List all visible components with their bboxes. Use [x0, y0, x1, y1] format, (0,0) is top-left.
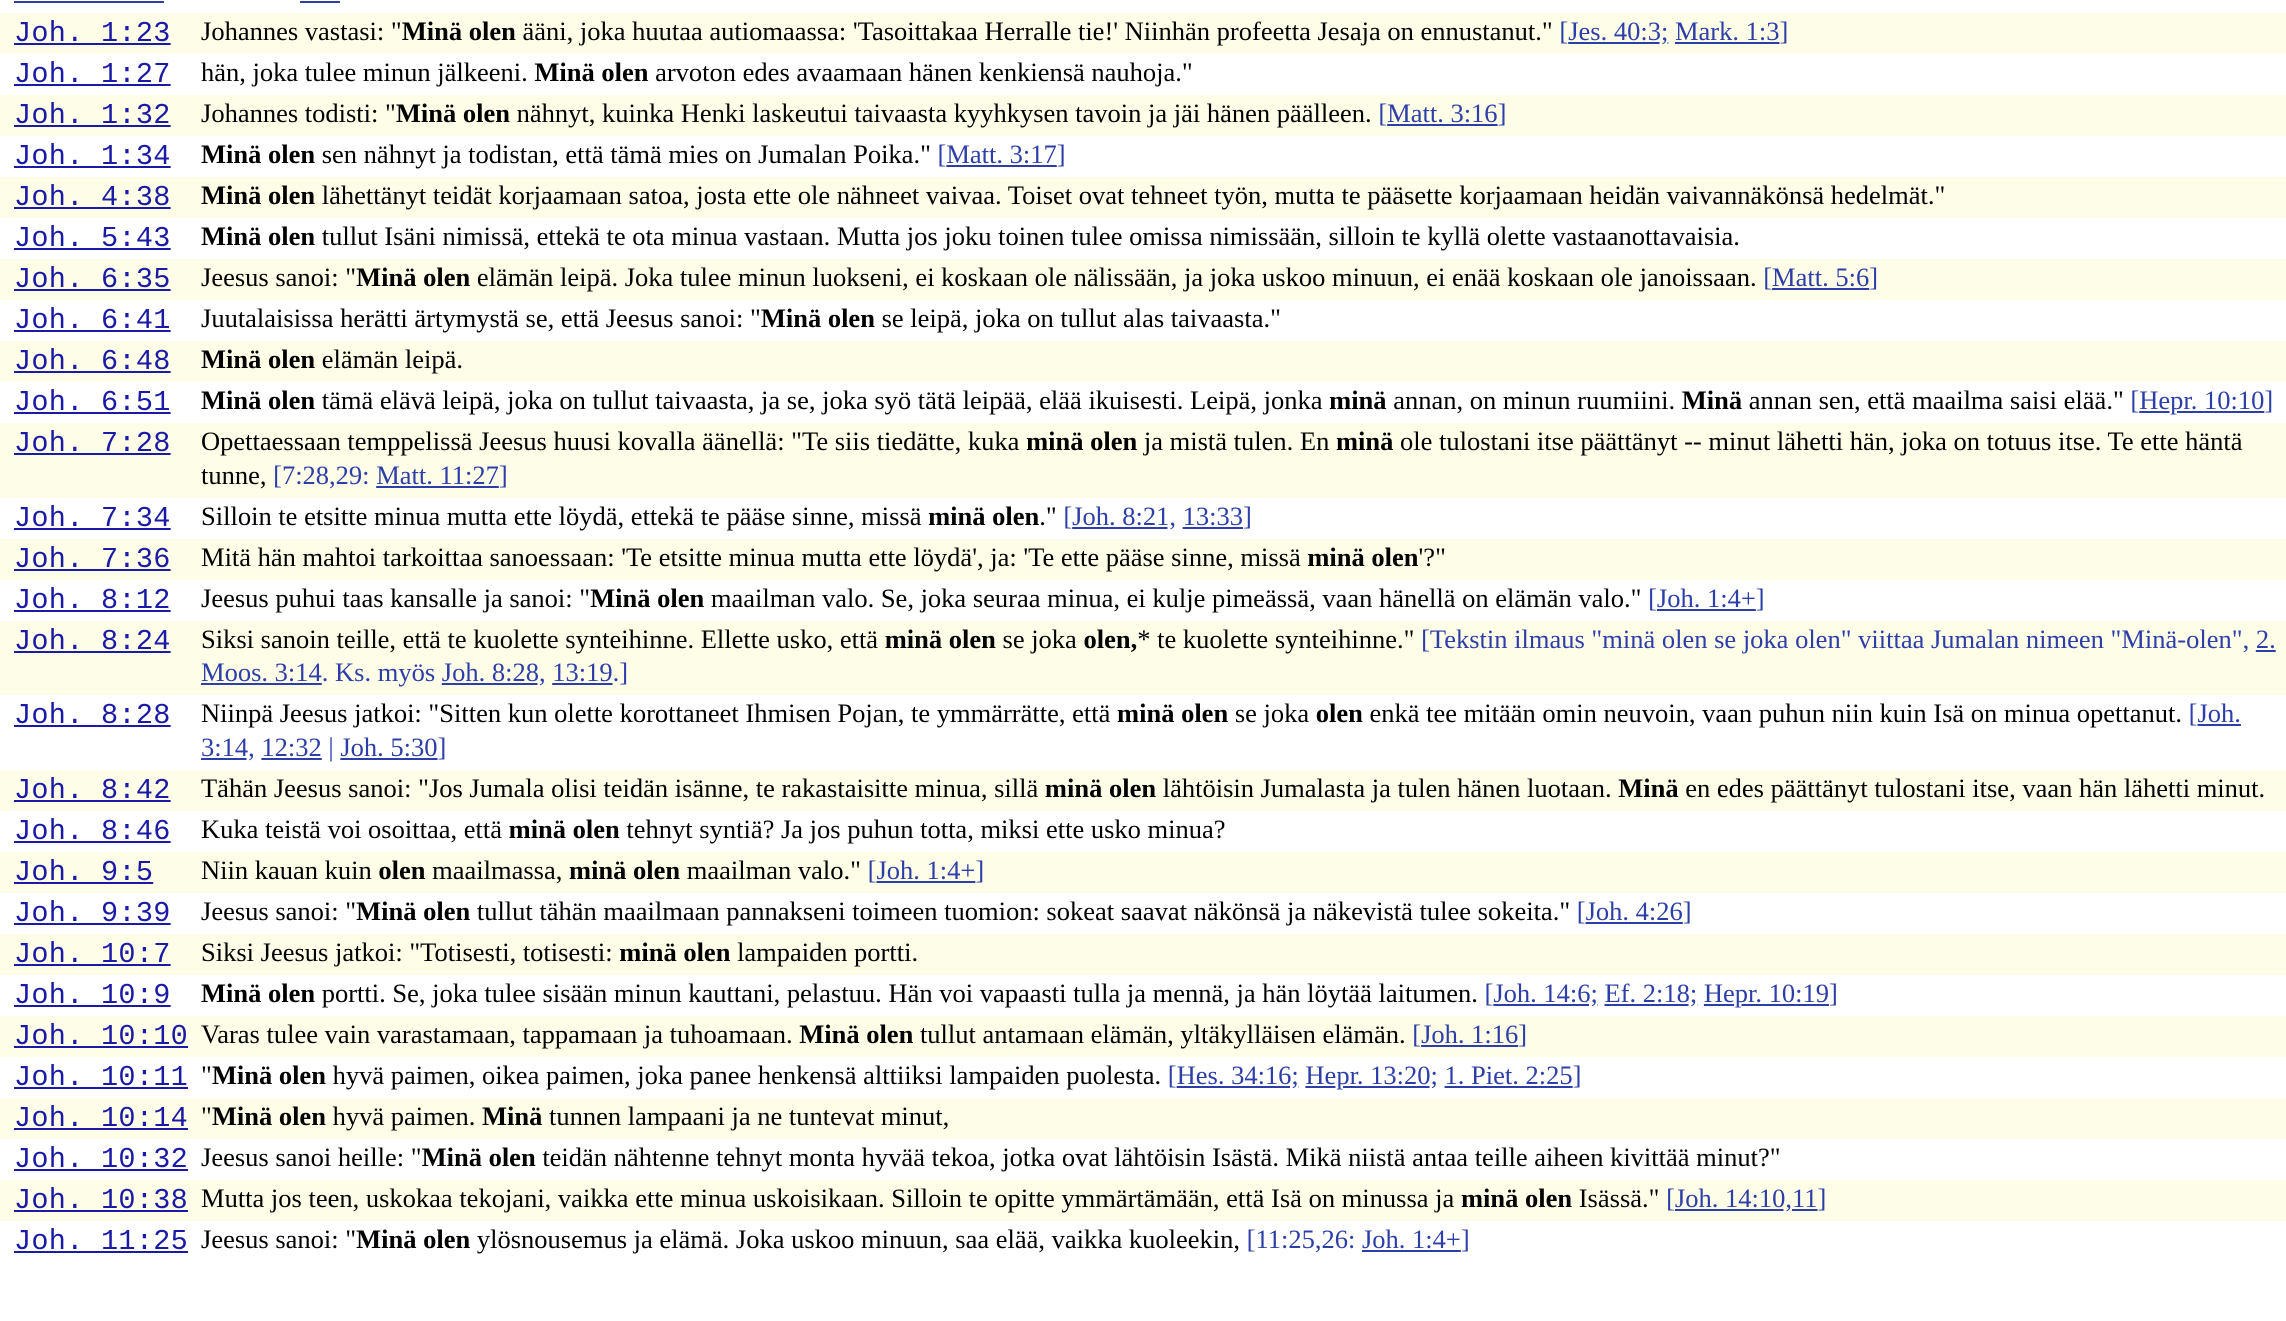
verse-text-cell [201, 1098, 2286, 1139]
verse-text: tullut Isäni nimissä, ettekä te ota minua vastaan. Mutta jos joku toinen tulee omissa nimissään, silloin te kyllä olette vastaanottavaisia. [315, 221, 1740, 251]
verse-text: tehnyt syntiä? Ja jos puhun totta, miksi ette usko minua? [619, 813, 1226, 844]
crossref-text: ] [1056, 139, 1066, 169]
verse-text: hän, joka tulee minun jälkeeni. [201, 57, 535, 87]
verse-text-cell [201, 852, 2286, 893]
verse-text: Johannes vastasi: " [201, 16, 402, 46]
verse-ref-link[interactable]: Joh. 6:41 [14, 304, 171, 337]
crossref-text: [ [1378, 98, 1388, 128]
crossref-link[interactable]: 2. Moos. 3:14 [201, 623, 2276, 687]
verse-ref-cell [0, 621, 201, 696]
verse-text-cell [201, 934, 2286, 975]
crossref-link[interactable]: 13:19 [552, 657, 613, 687]
highlight-term: Minä olen [356, 1223, 471, 1254]
crossref-text: ] [437, 731, 447, 762]
highlight-term: Minä olen [201, 221, 316, 251]
verse-text: enkä tee mitään omin neuvoin, vaan puhun niin kuin Isä on minua opettanut. [1362, 698, 2189, 728]
highlight-term: Minä olen [590, 582, 705, 613]
verse-row [0, 621, 2286, 696]
verse-text-cell [201, 621, 2286, 696]
crossref-link[interactable]: Joh. 1:16 [1421, 1018, 1519, 1049]
verse-text-cell [201, 218, 2286, 259]
verse-text-cell [201, 498, 2286, 539]
verse-text: se joka [995, 623, 1084, 654]
verse-text: teidän nähtenne tehnyt monta hyvää tekoa, jotka ovat lähtöisin Isästä. Mikä niistä antaa teille aiheen kivittää minut?" [535, 1141, 1781, 1172]
crossref-link[interactable]: Hes. 34:16; [1176, 1059, 1299, 1090]
verse-row [0, 423, 2286, 498]
verse-row [0, 975, 2286, 1016]
verse-results-body [0, 13, 2286, 1262]
verse-text: Jeesus sanoi: " [201, 1223, 357, 1254]
verse-text: Niinpä Jeesus jatkoi: "Sitten kun olette korottaneet Ihmisen Pojan, te ymmärrätte, että [201, 698, 1118, 728]
verse-ref-link[interactable]: Joh. 10:14 [14, 1101, 189, 1135]
verse-ref-link[interactable]: Joh. 9:39 [14, 896, 171, 930]
verse-ref-link[interactable]: Joh. 10:11 [14, 1060, 189, 1094]
verse-ref-cell [0, 177, 201, 218]
verse-ref-cell [0, 341, 201, 382]
crossref-link[interactable]: Joh. 8:28, [441, 657, 546, 687]
verse-row [0, 852, 2286, 893]
highlight-term: olen, [1083, 623, 1138, 654]
crossref-text: ] [1817, 1182, 1827, 1213]
crossref-text: ] [498, 459, 508, 490]
verse-text-cell [201, 1016, 2286, 1057]
highlight-term: Minä olen [201, 180, 316, 210]
highlight-term: minä olen [884, 623, 996, 654]
verse-text: Juutalaisissa herätti ärtymystä se, että Jeesus sanoi: " [201, 303, 761, 333]
verse-ref-link[interactable]: Joh. 10:9 [14, 978, 171, 1012]
crossref-text: [ [1063, 500, 1073, 531]
verse-ref-link[interactable]: Joh. 10:10 [14, 1019, 189, 1053]
crossref-link[interactable]: Joh. 3:14, [201, 698, 2241, 762]
crossref-text: [7:28,29: [273, 459, 377, 490]
verse-ref-link[interactable]: Joh. 10:7 [14, 937, 171, 971]
verse-ref-link[interactable]: Joh. 9:5 [14, 855, 154, 889]
verse-ref-cell [0, 259, 201, 300]
highlight-term: Minä olen [799, 1018, 914, 1049]
verse-ref-cell [0, 770, 201, 811]
crossref-link[interactable]: Joh. 14:6; [1493, 977, 1598, 1008]
verse-text: se leipä, joka on tullut alas taivaasta." [874, 303, 1281, 333]
verse-row [0, 934, 2286, 975]
verse-text-cell [201, 300, 2286, 341]
highlight-term: Minä olen [201, 977, 316, 1008]
highlight-term: Minä olen [201, 344, 316, 374]
verse-text-cell [201, 95, 2286, 136]
highlight-term: Minä olen [356, 262, 471, 292]
verse-ref-link[interactable]: Joh. 4:38 [14, 181, 171, 214]
verse-ref-cell [0, 1098, 201, 1139]
verse-row [0, 811, 2286, 852]
highlight-term: Minä olen [356, 895, 471, 926]
crossref-text: [ [2188, 698, 2198, 728]
crossref-text: [ [1412, 1018, 1422, 1049]
crossref-text [1697, 978, 1704, 1008]
verse-text: ääni, joka huutaa autiomaassa: 'Tasoittakaa Herralle tie!' Niinhän profeetta Jesaja on ennustanut." [515, 16, 1560, 46]
crossref-text: [ [1167, 1059, 1177, 1090]
verse-text: nähnyt, kuinka Henki laskeutui taivaasta kyyhkysen tavoin ja jäi hänen päälleen. [509, 98, 1379, 128]
verse-row [0, 695, 2286, 770]
crossref-text: ] [1779, 16, 1789, 46]
verse-text-cell [201, 13, 2286, 54]
crossref-text: [ [1666, 1182, 1675, 1213]
verse-row [0, 770, 2286, 811]
verse-ref-link[interactable]: Joh. 7:34 [14, 501, 171, 535]
verse-ref-cell [0, 934, 201, 975]
verse-text: ylösnousemus ja elämä. Joka uskoo minuun, saa elää, vaikka kuoleekin, [470, 1223, 1247, 1254]
crossref-link[interactable]: Hepr. 13:20; [1305, 1059, 1438, 1090]
crossref-link[interactable]: Matt. 3:16 [1387, 98, 1498, 128]
verse-text: elämän leipä. [315, 344, 463, 374]
verse-row [0, 1057, 2286, 1098]
verse-ref-link[interactable]: Joh. 1:23 [14, 17, 171, 50]
crossref-text: ] [2264, 385, 2274, 415]
verse-ref-link[interactable]: Joh. 1:27 [14, 58, 171, 91]
verse-text: ." [1039, 500, 1064, 531]
highlight-term: minä [1329, 385, 1387, 415]
verse-ref-link[interactable]: Joh. 11:25 [14, 1224, 189, 1258]
crossref-text [1438, 1060, 1445, 1090]
verse-text: Jeesus sanoi heille: " [201, 1141, 422, 1172]
verse-text: " [201, 1100, 212, 1131]
verse-ref-cell [0, 54, 201, 95]
crossref-text [1176, 501, 1183, 531]
verse-ref-link[interactable]: Joh. 8:12 [14, 583, 171, 617]
cut-off-link [300, 0, 340, 3]
crossref-text: ] [1460, 1223, 1470, 1254]
verse-text-cell [201, 811, 2286, 852]
verse-text: Jeesus puhui taas kansalle ja sanoi: " [201, 582, 591, 613]
verse-text: annan, on minun ruumiini. [1386, 385, 1682, 415]
cut-off-link [14, 0, 164, 3]
verse-row [0, 1180, 2286, 1221]
verse-text-cell [201, 539, 2286, 580]
crossref-text: ] [975, 854, 985, 885]
crossref-link[interactable]: 12:32 [261, 731, 322, 762]
verse-ref-cell [0, 13, 201, 54]
verse-row [0, 1098, 2286, 1139]
verse-text: maailman valo. Se, joka seuraa minua, ei kulje pimeässä, vaan hänellä on elämän valo." [704, 582, 1649, 613]
verse-row [0, 1139, 2286, 1180]
highlight-term: Minä olen [211, 1100, 326, 1131]
verse-ref-link[interactable]: Joh. 1:34 [14, 140, 171, 173]
highlight-term: minä olen [928, 500, 1040, 531]
highlight-term: minä olen [1460, 1182, 1573, 1213]
crossref-text [1598, 978, 1605, 1008]
crossref-text: [Tekstin ilmaus "minä olen se joka olen" viittaa Jumalan nimeen "Minä-olen", [1421, 623, 2256, 654]
verse-text-cell [201, 259, 2286, 300]
verse-text: tämä elävä leipä, joka on tullut taivaasta, ja se, joka syö tätä leipää, elää ikuisesti. Leipä, jonka [315, 385, 1330, 415]
verse-text-cell [201, 1139, 2286, 1180]
verse-ref-link[interactable]: Joh. 7:36 [14, 542, 171, 576]
crossref-text: [ [1484, 977, 1494, 1008]
highlight-term: Minä olen [395, 98, 510, 128]
verse-text: lampaiden portti. [730, 936, 919, 967]
verse-text: maailman valo." [680, 854, 868, 885]
verse-text: ole tulostani itse päättänyt -- minut lähetti hän, joka on totuus itse. Te ette häntä tunne, [201, 426, 2243, 490]
verse-text-cell [201, 1057, 2286, 1098]
verse-text: tullut antamaan elämän, yltäkylläisen elämän. [913, 1018, 1413, 1049]
crossref-link[interactable]: Joh. 14:10,11 [1674, 1182, 1818, 1213]
verse-text: portti. Se, joka tulee sisään minun kauttani, pelastuu. Hän voi vapaasti tulla ja mennä, ja hän löytää laitumen. [315, 977, 1485, 1008]
crossref-text: [ [1648, 582, 1657, 613]
crossref-text: ] [1869, 262, 1879, 292]
highlight-term: minä olen [1044, 772, 1157, 803]
highlight-term: Minä olen [401, 16, 516, 46]
verse-ref-cell [0, 811, 201, 852]
crossref-link[interactable]: Matt. 3:17 [946, 139, 1057, 169]
verse-text: Johannes todisti: " [201, 98, 396, 128]
verse-ref-link[interactable]: Joh. 10:32 [14, 1142, 189, 1176]
highlight-term: Minä [1618, 772, 1679, 803]
crossref-link[interactable]: Matt. 5:6 [1772, 262, 1870, 292]
crossref-text: [11:25,26: [1246, 1223, 1362, 1254]
verse-text: se joka [1228, 698, 1316, 728]
verse-text: Varas tulee vain varastamaan, tappamaan ja tuhoamaan. [201, 1018, 800, 1049]
verse-ref-cell [0, 1139, 201, 1180]
verse-text-cell [201, 893, 2286, 934]
crossref-text: ] [1242, 500, 1252, 531]
highlight-term: minä olen [569, 854, 681, 885]
verse-text: hyvä paimen. [325, 1100, 482, 1131]
highlight-term: olen [1315, 698, 1363, 728]
verse-ref-link[interactable]: Joh. 6:48 [14, 345, 171, 378]
verse-ref-link[interactable]: Joh. 7:28 [14, 427, 171, 460]
verse-ref-cell [0, 95, 201, 136]
verse-row [0, 300, 2286, 341]
highlight-term: Minä olen [760, 303, 875, 333]
verse-row [0, 177, 2286, 218]
verse-text: tunnen lampaani ja ne tuntevat minut, [542, 1100, 950, 1131]
highlight-term: Minä [481, 1100, 543, 1131]
crossref-text: [ [2130, 385, 2140, 415]
verse-ref-link[interactable]: Joh. 10:38 [14, 1183, 189, 1217]
verse-text-cell [201, 1180, 2286, 1221]
verse-text: '?" [1418, 541, 1446, 572]
verse-ref-cell [0, 1180, 201, 1221]
crossref-text: ] [1572, 1059, 1582, 1090]
verse-row [0, 13, 2286, 54]
crossref-text: | [321, 731, 341, 762]
verse-ref-cell [0, 539, 201, 580]
verse-text-cell [201, 341, 2286, 382]
crossref-text: [ [1559, 16, 1569, 46]
crossref-text: ] [1497, 98, 1507, 128]
crossref-link[interactable]: Ef. 2:18; [1604, 977, 1698, 1008]
crossref-link[interactable]: Hepr. 10:10 [2139, 385, 2265, 415]
crossref-text: [ [1576, 895, 1586, 926]
highlight-term: Minä olen [201, 385, 316, 415]
verse-text: elämän leipä. Joka tulee minun luokseni, ei koskaan ole nälissään, ja joka uskoo minuun, ei enää koskaan ole janoissaan. [470, 262, 1764, 292]
verse-ref-link[interactable]: Joh. 8:46 [14, 814, 171, 848]
crossref-link[interactable]: Joh. 4:26 [1585, 895, 1683, 926]
highlight-term: minä olen [1026, 426, 1138, 456]
crossref-text: . Ks. myös [321, 657, 442, 687]
crossref-text: ] [1755, 582, 1765, 613]
verse-ref-cell [0, 580, 201, 621]
verse-ref-cell [0, 852, 201, 893]
verse-text: Silloin te etsitte minua mutta ette löydä, ettekä te pääse sinne, missä [201, 500, 929, 531]
verse-results-table [0, 13, 2286, 1262]
verse-text: Mitä hän mahtoi tarkoittaa sanoessaan: 'Te etsitte minua mutta ette löydä', ja: 'Te ette pääse sinne, missä [201, 541, 1308, 572]
verse-row [0, 1221, 2286, 1262]
verse-text: sen nähnyt ja todistan, että tämä mies on Jumalan Poika." [315, 139, 938, 169]
verse-row [0, 259, 2286, 300]
crossref-link[interactable]: Mark. 1:3 [1674, 16, 1780, 46]
highlight-term: Minä olen [201, 139, 316, 169]
crossref-link[interactable]: Joh. 1:4+ [1361, 1223, 1461, 1254]
highlight-term: minä olen [619, 936, 731, 967]
verse-text: Niin kauan kuin [201, 854, 379, 885]
verse-ref-cell [0, 893, 201, 934]
crossref-text: ] [1829, 977, 1838, 1008]
verse-row [0, 136, 2286, 177]
verse-text: Isässä." [1572, 1182, 1667, 1213]
verse-row [0, 341, 2286, 382]
verse-text: tullut tähän maailmaan pannakseni toimeen tuomion: sokeat saavat näkönsä ja näkevistä tulee sokeita." [470, 895, 1577, 926]
crossref-text: ] [1518, 1018, 1528, 1049]
verse-text: Jeesus sanoi: " [201, 262, 357, 292]
verse-text: lähtöisin Jumalasta ja tulen hänen luotaan. [1156, 772, 1619, 803]
verse-text: Siksi sanoin teille, että te kuolette synteihinne. Ellette usko, että [201, 623, 885, 654]
verse-row [0, 218, 2286, 259]
crossref-link[interactable]: Joh. 1:4+ [876, 854, 976, 885]
highlight-term: olen [378, 854, 426, 885]
verse-ref-link[interactable]: Joh. 6:51 [14, 386, 171, 419]
verse-text-cell [201, 177, 2286, 218]
verse-ref-cell [0, 1221, 201, 1262]
verse-text: ja mistä tulen. En [1137, 426, 1336, 456]
verse-ref-cell [0, 975, 201, 1016]
highlight-term: Minä olen [211, 1059, 326, 1090]
verse-ref-link[interactable]: Joh. 8:28 [14, 699, 171, 732]
verse-text: " [201, 1059, 212, 1090]
highlight-term: minä [1335, 426, 1394, 456]
verse-ref-cell [0, 1016, 201, 1057]
verse-text-cell [201, 580, 2286, 621]
verse-text-cell [201, 975, 2286, 1016]
verse-ref-cell [0, 300, 201, 341]
highlight-term: Minä olen [534, 57, 649, 87]
crossref-link[interactable]: Joh. 8:21, [1072, 500, 1176, 531]
highlight-term: minä olen [1307, 541, 1419, 572]
verse-text: arvoton edes avaamaan hänen kenkiensä nauhoja." [648, 57, 1193, 87]
verse-ref-link[interactable]: Joh. 5:43 [14, 222, 171, 255]
verse-text-cell [201, 1221, 2286, 1262]
verse-text-cell [201, 695, 2286, 770]
highlight-term: minä olen [508, 813, 620, 844]
verse-row [0, 893, 2286, 934]
verse-ref-cell [0, 136, 201, 177]
verse-ref-cell [0, 695, 201, 770]
verse-text: en edes päättänyt tulostani itse, vaan hän lähetti minut. [1678, 772, 2266, 803]
verse-ref-cell [0, 382, 201, 423]
verse-ref-link[interactable]: Joh. 6:35 [14, 263, 171, 296]
previous-row-fragment [0, 0, 2286, 3]
verse-ref-link[interactable]: Joh. 8:42 [14, 773, 171, 807]
verse-row [0, 54, 2286, 95]
verse-row [0, 498, 2286, 539]
highlight-term: Minä olen [421, 1141, 536, 1172]
verse-text-cell [201, 382, 2286, 423]
highlight-term: Minä [1681, 385, 1743, 415]
verse-text-cell [201, 423, 2286, 498]
verse-text: lähettänyt teidät korjaamaan satoa, josta ette ole nähneet vaivaa. Toiset ovat tehneet työn, mutta te pääsette korjaamaan heidän vaivannäkönsä hedelmät." [315, 180, 1946, 210]
verse-ref-cell [0, 498, 201, 539]
verse-text: Jeesus sanoi: " [201, 895, 357, 926]
verse-text-cell [201, 54, 2286, 95]
verse-text: hyvä paimen, oikea paimen, joka panee henkensä alttiiksi lampaiden puolesta. [325, 1059, 1168, 1090]
verse-row [0, 382, 2286, 423]
verse-ref-link[interactable]: Joh. 1:32 [14, 99, 171, 132]
crossref-link[interactable]: 13:33 [1182, 500, 1243, 531]
crossref-text: .] [612, 657, 629, 687]
verse-row [0, 95, 2286, 136]
verse-row [0, 539, 2286, 580]
crossref-link[interactable]: Hepr. 10:19 [1703, 977, 1829, 1008]
verse-ref-cell [0, 218, 201, 259]
verse-text: maailmassa, [425, 854, 569, 885]
verse-text: Tähän Jeesus sanoi: "Jos Jumala olisi teidän isänne, te rakastaisitte minua, sillä [201, 772, 1045, 803]
verse-text: * te kuolette synteihinne." [1137, 623, 1422, 654]
crossref-link[interactable]: Joh. 5:30 [340, 731, 438, 762]
crossref-link[interactable]: Joh. 1:4+ [1656, 582, 1756, 613]
crossref-text: ] [1682, 895, 1692, 926]
verse-text-cell [201, 136, 2286, 177]
crossref-text: [ [1763, 262, 1773, 292]
verse-text: Siksi Jeesus jatkoi: "Totisesti, totisesti: [201, 936, 620, 967]
crossref-text [1668, 16, 1675, 46]
verse-text: annan sen, että maailma saisi elää." [1742, 385, 2131, 415]
verse-ref-cell [0, 423, 201, 498]
highlight-term: minä olen [1117, 698, 1229, 728]
verse-text: Opettaessaan temppelissä Jeesus huusi kovalla äänellä: "Te siis tiedätte, kuka [201, 426, 1027, 456]
crossref-link[interactable]: Jes. 40:3; [1568, 16, 1669, 46]
verse-text: Mutta jos teen, uskokaa tekojani, vaikka ette minua uskoisikaan. Silloin te opitte ymmärtämään, että Isä on minussa ja [201, 1182, 1461, 1213]
verse-row [0, 1016, 2286, 1057]
verse-ref-link[interactable]: Joh. 8:24 [14, 624, 171, 658]
crossref-text: [ [937, 139, 947, 169]
verse-text-cell [201, 770, 2286, 811]
verse-row [0, 580, 2286, 621]
verse-ref-cell [0, 1057, 201, 1098]
crossref-link[interactable]: Matt. 11:27 [376, 459, 499, 490]
crossref-text: [ [867, 854, 877, 885]
verse-text: Kuka teistä voi osoittaa, että [201, 813, 509, 844]
crossref-link[interactable]: 1. Piet. 2:25 [1444, 1059, 1573, 1090]
